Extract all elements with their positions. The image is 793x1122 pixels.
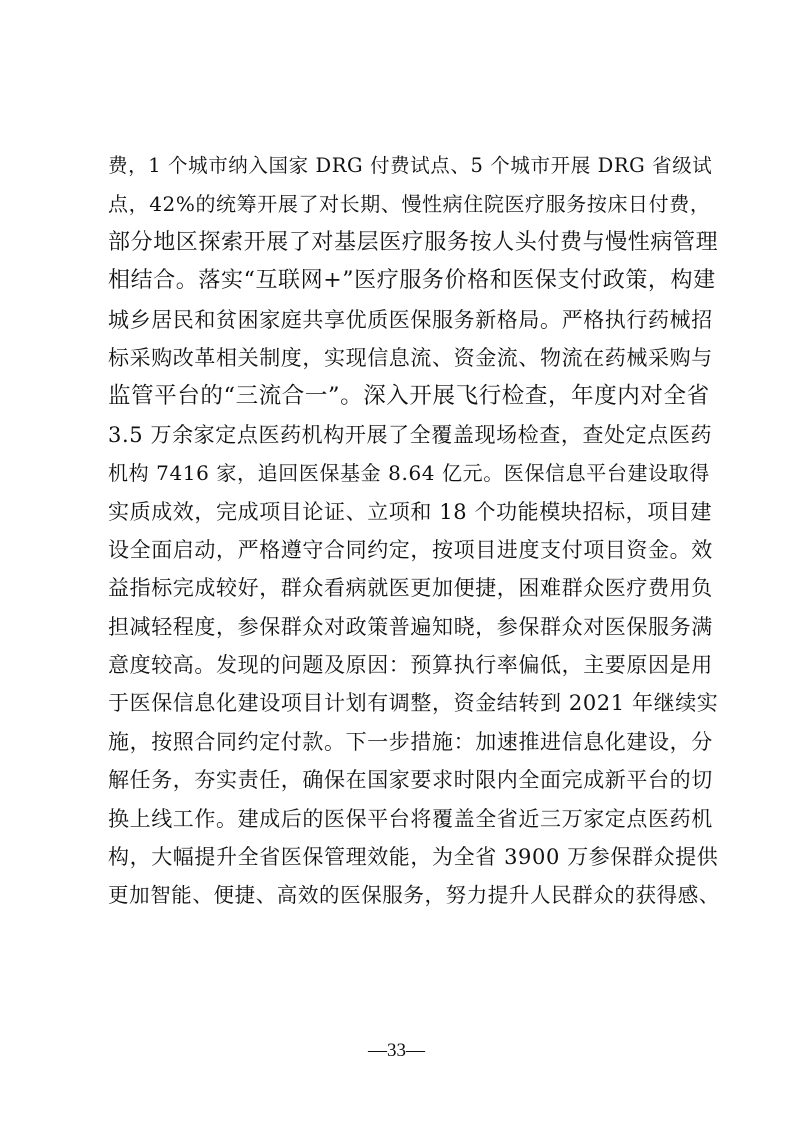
text-line: 更加智能、便捷、高效的医保服务，努力提升人民群众的获得感、 xyxy=(108,883,720,908)
text-line: 构，大幅提升全省医保管理效能，为全省 3900 万参保群众提供 xyxy=(108,845,719,870)
text-line: 城乡居民和贫困家庭共享优质医保服务新格局。严格执行药械招 xyxy=(108,307,713,332)
text-line: 施，按照合同约定付款。下一步措施：加速推进信息化建设，分 xyxy=(108,729,713,754)
text-line: 监管平台的“三流合一”。深入开展飞行检查，年度内对全省 xyxy=(108,383,710,410)
text-line: 担减轻程度，参保群众对政策普遍知晓，参保群众对医保服务满 xyxy=(108,614,713,639)
text-line: 解任务，夯实责任，确保在国家要求时限内全面完成新平台的切 xyxy=(108,768,713,793)
text-line: 设全面启动，严格遵守合同约定，按项目进度支付项目资金。效 xyxy=(108,537,713,562)
text-line: 点，42%的统筹开展了对长期、慢性病住院医疗服务按床日付费， xyxy=(108,192,711,217)
body-paragraph xyxy=(108,147,720,915)
text-line: 于医保信息化建设项目计划有调整，资金结转到 2021 年继续实 xyxy=(108,691,719,716)
text-line: 实质成效，完成项目论证、立项和 18 个功能模块招标，项目建 xyxy=(108,499,713,524)
page-number: —33— xyxy=(368,1040,425,1061)
text-line: 部分地区探索开展了对基层医疗服务按人头付费与慢性病管理 xyxy=(108,229,719,255)
text-line: 标采购改革相关制度，实现信息流、资金流、物流在药械采购与 xyxy=(108,345,713,370)
text-line: 3.5 万余家定点医药机构开展了全覆盖现场检查，查处定点医药 xyxy=(108,422,713,447)
text-line: 相结合。落实“互联网+”医疗服务价格和医保支付政策，构建 xyxy=(108,268,716,294)
text-line: 换上线工作。建成后的医保平台将覆盖全省近三万家定点医药机 xyxy=(108,806,713,831)
text-line: 益指标完成较好，群众看病就医更加便捷，困难群众医疗费用负 xyxy=(108,576,713,601)
text-line: 机构 7416 家，追回医保基金 8.64 亿元。医保信息平台建设取得 xyxy=(108,461,710,486)
text-line: 意度较高。发现的问题及原因：预算执行率偏低，主要原因是用 xyxy=(108,653,713,678)
text-line: 费，1 个城市纳入国家 DRG 付费试点、5 个城市开展 DRG 省级试 xyxy=(108,154,713,177)
